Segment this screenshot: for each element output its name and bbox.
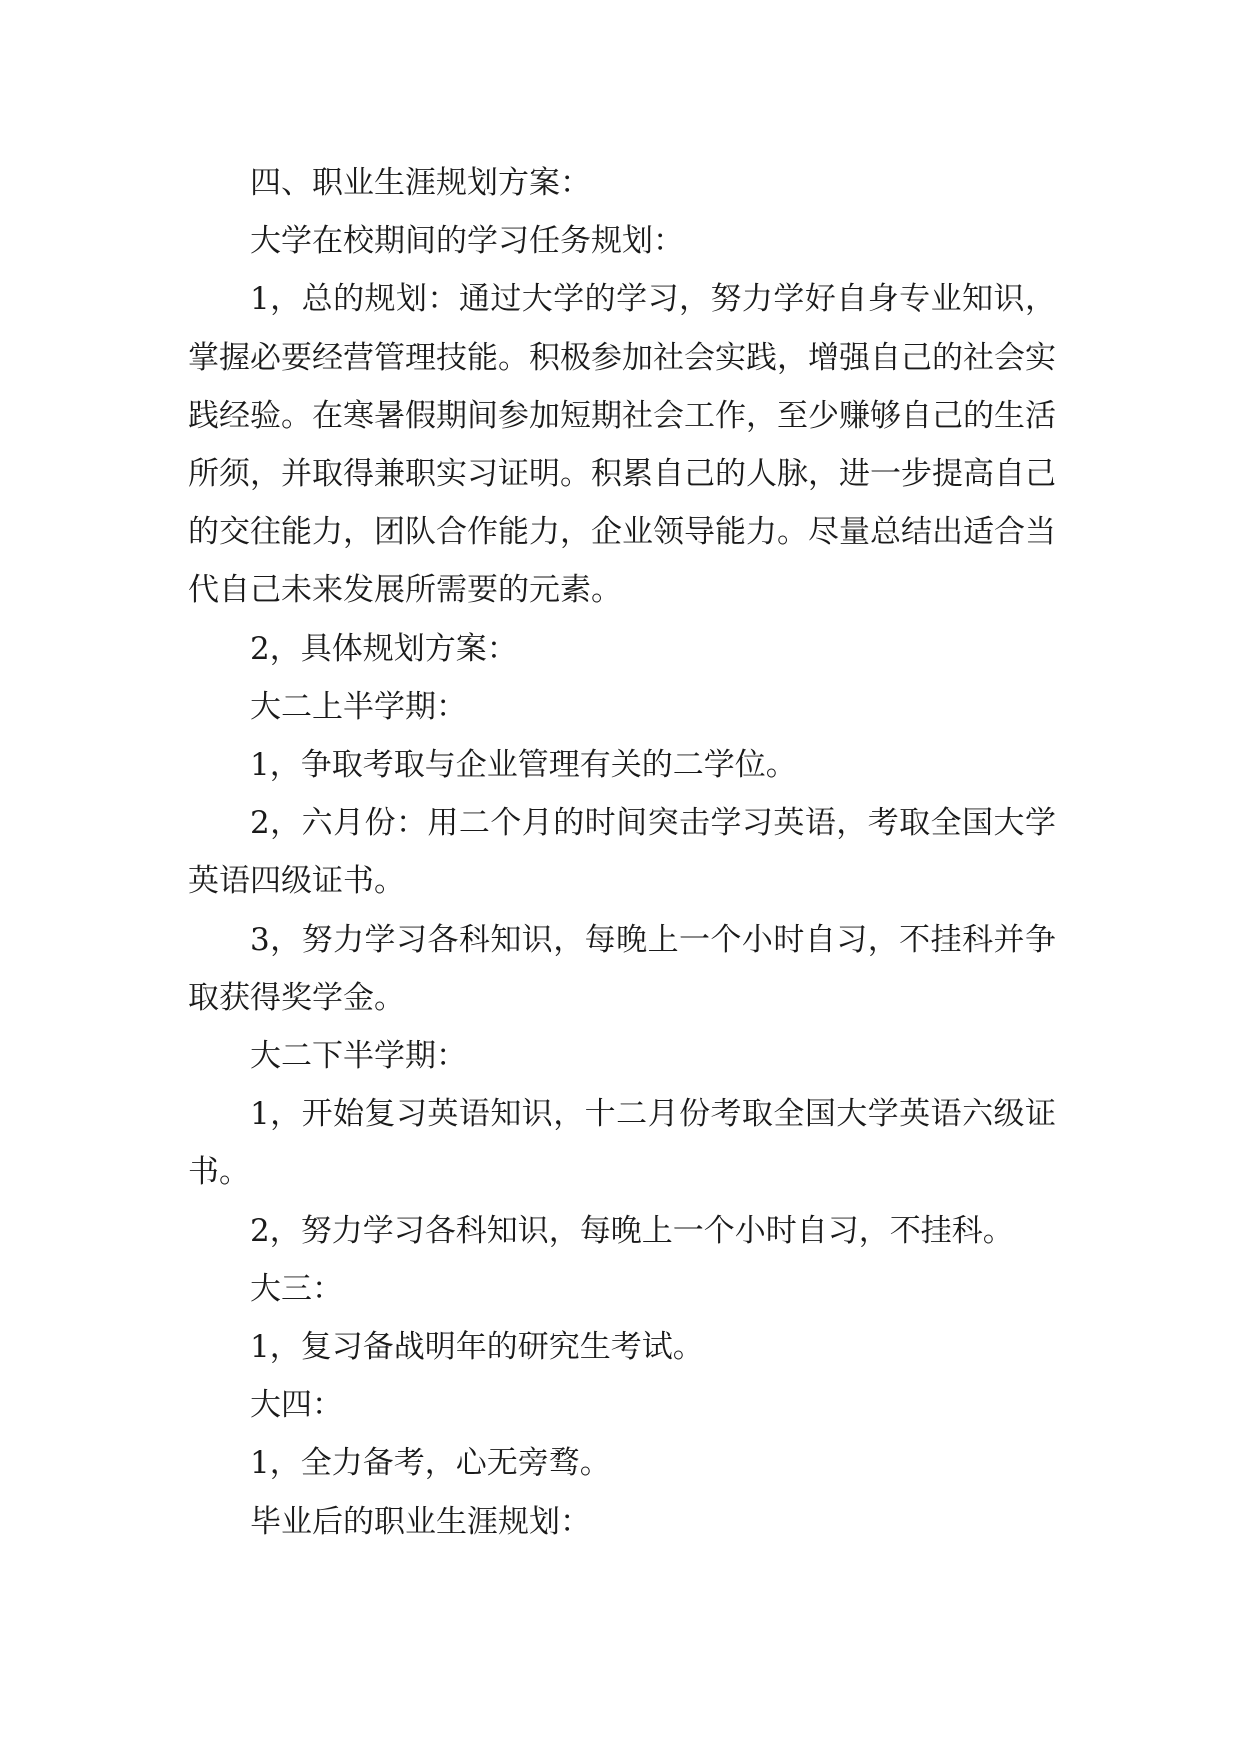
overall-plan-paragraph: 1，总的规划：通过大学的学习，努力学好自身专业知识，掌握必要经营管理技能。积极参加社会实践，增强自己的社会实践经验。在寒暑假期间参加短期社会工作，至少赚够自己的生活所须，并取得兼职实习证明。积累自己的人脉，进一步提高自己的交往能力，团队合作能力，企业领导能力。尽量总结出适合当代自己未来发展所需要的元素。 (188, 281, 1056, 609)
document-body (188, 154, 1056, 1551)
subsection-heading: 大学在校期间的学习任务规划： (250, 223, 684, 260)
list-item: 2，努力学习各科知识，每晚上一个小时自习，不挂科。 (250, 1212, 1014, 1249)
list-item: 1，争取考取与企业管理有关的二学位。 (250, 747, 797, 784)
section-heading: 四、职业生涯规划方案： (250, 165, 591, 201)
list-item: 1，开始复习英语知识，十二月份考取全国大学英语六级证书。 (188, 1096, 1056, 1191)
sophomore-second-term-heading: 大二下半学期： (250, 1038, 467, 1075)
list-item: 2，六月份：用二个月的时间突击学习英语，考取全国大学英语四级证书。 (188, 805, 1056, 900)
list-item: 1，复习备战明年的研究生考试。 (250, 1329, 704, 1366)
sophomore-first-term-heading: 大二上半学期： (250, 688, 467, 725)
specific-plan-heading: 2，具体规划方案： (250, 630, 518, 667)
list-item: 3，努力学习各科知识，每晚上一个小时自习，不挂科并争取获得奖学金。 (188, 921, 1056, 1016)
senior-year-heading: 大四： (250, 1387, 343, 1424)
junior-year-heading: 大三： (250, 1270, 343, 1307)
list-item: 1，全力备考，心无旁骛。 (250, 1445, 611, 1482)
post-graduation-heading: 毕业后的职业生涯规划： (250, 1503, 591, 1540)
